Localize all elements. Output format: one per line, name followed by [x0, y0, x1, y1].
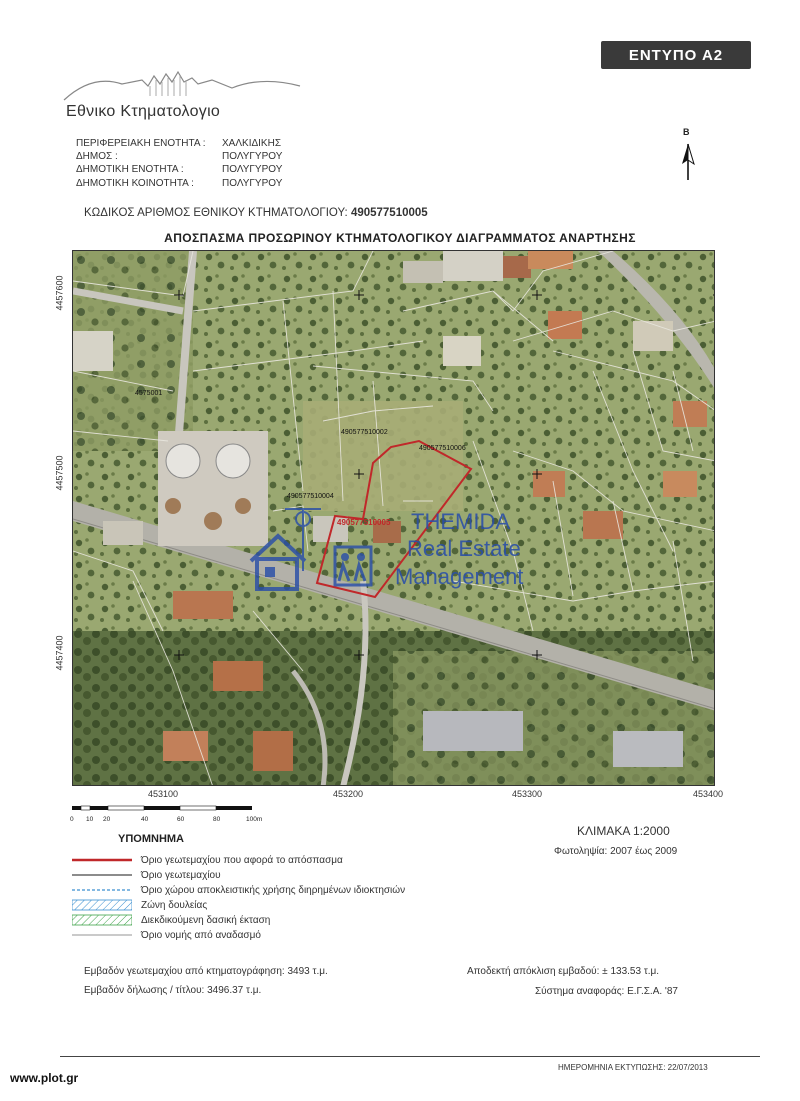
- legend-text: Όριο γεωτεμαχίου: [141, 869, 221, 881]
- y-tick-label: 4457600: [54, 275, 65, 311]
- info-value: ΠΟΛΥΓΥΡΟΥ: [222, 178, 283, 189]
- legend-item: [72, 883, 405, 897]
- cadastre-logo: [62, 66, 302, 102]
- legend-item: [72, 898, 207, 912]
- reference-system: Σύστημα αναφοράς: Ε.Γ.Σ.Α. '87: [535, 986, 678, 997]
- info-label: ΔΗΜΟΣ :: [76, 151, 118, 162]
- watermark-line: Management: [395, 564, 524, 589]
- watermark-line: Real Estate: [407, 536, 521, 561]
- legend-title: ΥΠΟΜΝΗΜΑ: [118, 833, 184, 845]
- cadastre-code: [84, 207, 428, 219]
- legend-text: Ζώνη δουλείας: [141, 899, 208, 911]
- legend-text: Διεκδικούμενη δασική έκταση: [141, 914, 271, 926]
- map-scale: ΚΛΙΜΑΚΑ 1:2000: [577, 824, 670, 838]
- x-tick-label: 453100: [148, 789, 179, 799]
- info-value: ΠΟΛΥΓΥΡΟΥ: [222, 151, 283, 162]
- scale-label: 0: [70, 816, 74, 823]
- scale-label: 100m: [246, 816, 263, 823]
- area-survey: Εμβαδόν γεωτεμαχίου από κτηματογράφηση: 3493 τ.μ.: [84, 966, 328, 977]
- x-tick-label: 453400: [693, 789, 724, 799]
- parcel-label: 490577510002: [341, 429, 388, 436]
- parcel-label: 4575001: [135, 390, 163, 397]
- site-watermark: www.plot.gr: [10, 1071, 79, 1085]
- info-label: ΔΗΜΟΤΙΚΗ ΚΟΙΝΟΤΗΤΑ :: [76, 178, 194, 189]
- y-tick-label: 4457500: [54, 455, 65, 491]
- north-label: Β: [683, 127, 690, 137]
- gray-line-icon: [72, 868, 132, 882]
- info-value: ΠΟΛΥΓΥΡΟΥ: [222, 164, 283, 175]
- legend-item: [72, 868, 221, 882]
- blue-dashed-line-icon: [72, 883, 132, 897]
- scale-label: 60: [177, 816, 185, 823]
- scale-label: 80: [213, 816, 221, 823]
- footer-divider: [60, 1056, 760, 1057]
- cadastre-code-value: 490577510005: [350, 207, 428, 219]
- blue-hatch-icon: [72, 898, 132, 912]
- legend-text: Όριο γεωτεμαχίου που αφορά το απόσπασμα: [141, 854, 343, 866]
- light-line-icon: [72, 928, 132, 942]
- legend-item: [72, 913, 270, 927]
- x-tick-label: 453200: [333, 789, 364, 799]
- scale-label: 20: [103, 816, 111, 823]
- info-label: ΠΕΡΙΦΕΡΕΙΑΚΗ ΕΝΟΤΗΤΑ :: [76, 138, 206, 149]
- cadastre-code-label: ΚΩΔΙΚΟΣ ΑΡΙΘΜΟΣ ΕΘΝΙΚΟΥ ΚΤΗΜΑΤΟΛΟΓΙΟΥ:: [84, 207, 348, 219]
- form-badge: ΕΝΤΥΠΟ Α2: [601, 41, 751, 69]
- north-arrow-icon: [678, 130, 698, 182]
- legend-text: Όριο χώρου αποκλειστικής χρήσης διηρημένων ιδιοκτησιών: [141, 884, 406, 896]
- scale-label: 40: [141, 816, 149, 823]
- legend-text: Όριο νομής από αναδασμό: [141, 929, 261, 941]
- area-deviation: Αποδεκτή απόκλιση εμβαδού: ± 133.53 τ.μ.: [467, 966, 660, 977]
- green-hatch-icon: [72, 913, 132, 927]
- legend-item: [72, 928, 261, 942]
- photo-dates: Φωτοληψία: 2007 έως 2009: [554, 846, 678, 857]
- subject-parcel-label: 490577510005: [337, 518, 391, 527]
- scale-bar: [70, 804, 270, 828]
- scale-label: 10: [86, 816, 94, 823]
- info-value: ΧΑΛΚΙΔΙΚΗΣ: [222, 138, 281, 149]
- red-line-icon: [72, 853, 132, 867]
- parcel-label: 490577510004: [287, 493, 334, 500]
- x-tick-label: 453300: [512, 789, 543, 799]
- aerial-map[interactable]: [73, 251, 715, 786]
- watermark-line: THEMIDA: [411, 509, 510, 534]
- area-declared: Εμβαδόν δήλωσης / τίτλου: 3496.37 τ.μ.: [84, 985, 262, 996]
- print-date: ΗΜΕΡΟΜΗΝΙΑ ΕΚΤΥΠΩΣΗΣ: 22/07/2013: [558, 1063, 708, 1072]
- y-tick-label: 4457400: [54, 635, 65, 671]
- info-label: ΔΗΜΟΤΙΚΗ ΕΝΟΤΗΤΑ :: [76, 164, 184, 175]
- organization-name: Εθνικο Κτηματολογιο: [66, 103, 221, 120]
- legend-item: [72, 853, 343, 867]
- parcel-label: 490577510006: [419, 445, 466, 452]
- document-title: ΑΠΟΣΠΑΣΜΑ ΠΡΟΣΩΡΙΝΟΥ ΚΤΗΜΑΤΟΛΟΓΙΚΟΥ ΔΙΑΓΡΑΜΜΑΤΟΣ ΑΝΑΡΤΗΣΗΣ: [164, 231, 636, 245]
- map-frame[interactable]: [72, 250, 715, 786]
